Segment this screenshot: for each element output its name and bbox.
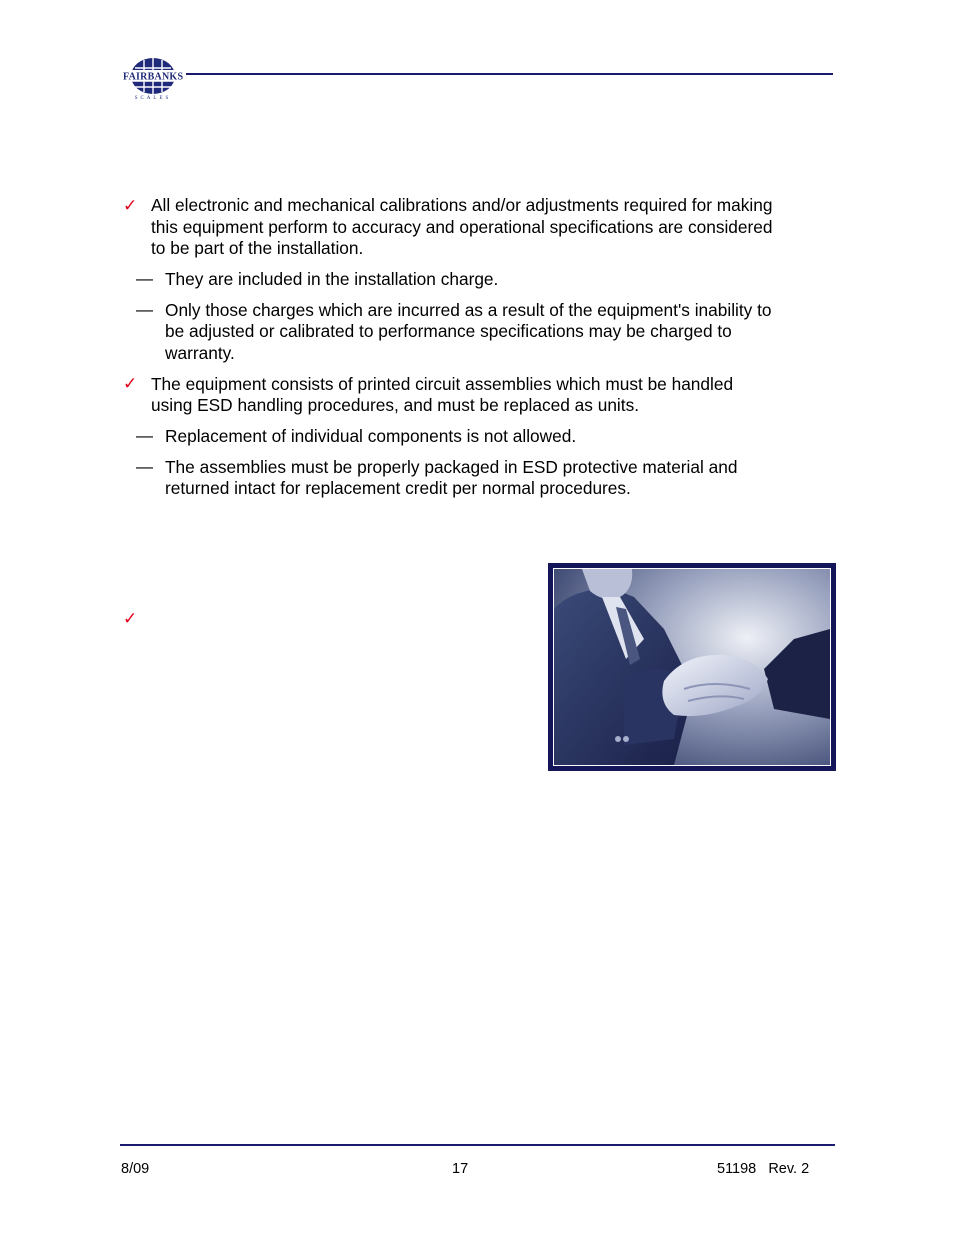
dash-icon: — bbox=[136, 269, 153, 288]
bullet-calibration-line-1: All electronic and mechanical calibrations and/or adjustments required for making bbox=[151, 195, 773, 215]
footer-rule bbox=[120, 1144, 835, 1146]
svg-text:SCALES: SCALES bbox=[134, 96, 172, 100]
check-icon: ✓ bbox=[123, 196, 138, 215]
footer-date: 8/09 bbox=[121, 1161, 150, 1177]
sub-warranty-line-1: Only those charges which are incurred as a result of the equipment's inability to bbox=[165, 299, 772, 320]
sub-packaging-line-2: returned intact for replacement credit per normal procedures. bbox=[165, 478, 631, 498]
bullet-esd-line-1: The equipment consists of printed circuit assemblies which must be handled bbox=[151, 373, 734, 394]
dash-icon: — bbox=[136, 426, 153, 445]
header-rule bbox=[186, 73, 833, 75]
sub-warranty-line-2: be adjusted or calibrated to performance specifications may be charged to bbox=[165, 321, 732, 341]
handshake-photo-frame bbox=[548, 563, 836, 771]
sub-warranty-line-3: warranty. bbox=[165, 342, 235, 363]
svg-text:FAIRBANKS: FAIRBANKS bbox=[123, 71, 183, 83]
bullet-esd-line-2: using ESD handling procedures, and must be replaced as units. bbox=[151, 395, 640, 415]
check-icon: ✓ bbox=[123, 374, 138, 393]
dash-icon: — bbox=[136, 457, 153, 476]
footer-document-number: 51198 Rev. 2 bbox=[717, 1161, 810, 1177]
dash-icon: — bbox=[136, 300, 153, 319]
footer-page-number: 17 bbox=[452, 1161, 469, 1177]
fairbanks-logo bbox=[122, 54, 184, 100]
bullet-calibration-line-3: to be part of the installation. bbox=[151, 238, 364, 258]
bullet-calibration-line-2: this equipment perform to accuracy and operational specifications are considered bbox=[151, 216, 773, 237]
check-icon: ✓ bbox=[123, 609, 138, 628]
handshake-photo bbox=[553, 568, 831, 766]
sub-packaging-line-1: The assemblies must be properly packaged in ESD protective material and bbox=[165, 456, 738, 477]
sub-components-text: Replacement of individual components is not allowed. bbox=[165, 425, 577, 446]
handshake-illustration bbox=[554, 569, 830, 765]
sub-installation-charge-text: They are included in the installation charge. bbox=[165, 268, 499, 289]
